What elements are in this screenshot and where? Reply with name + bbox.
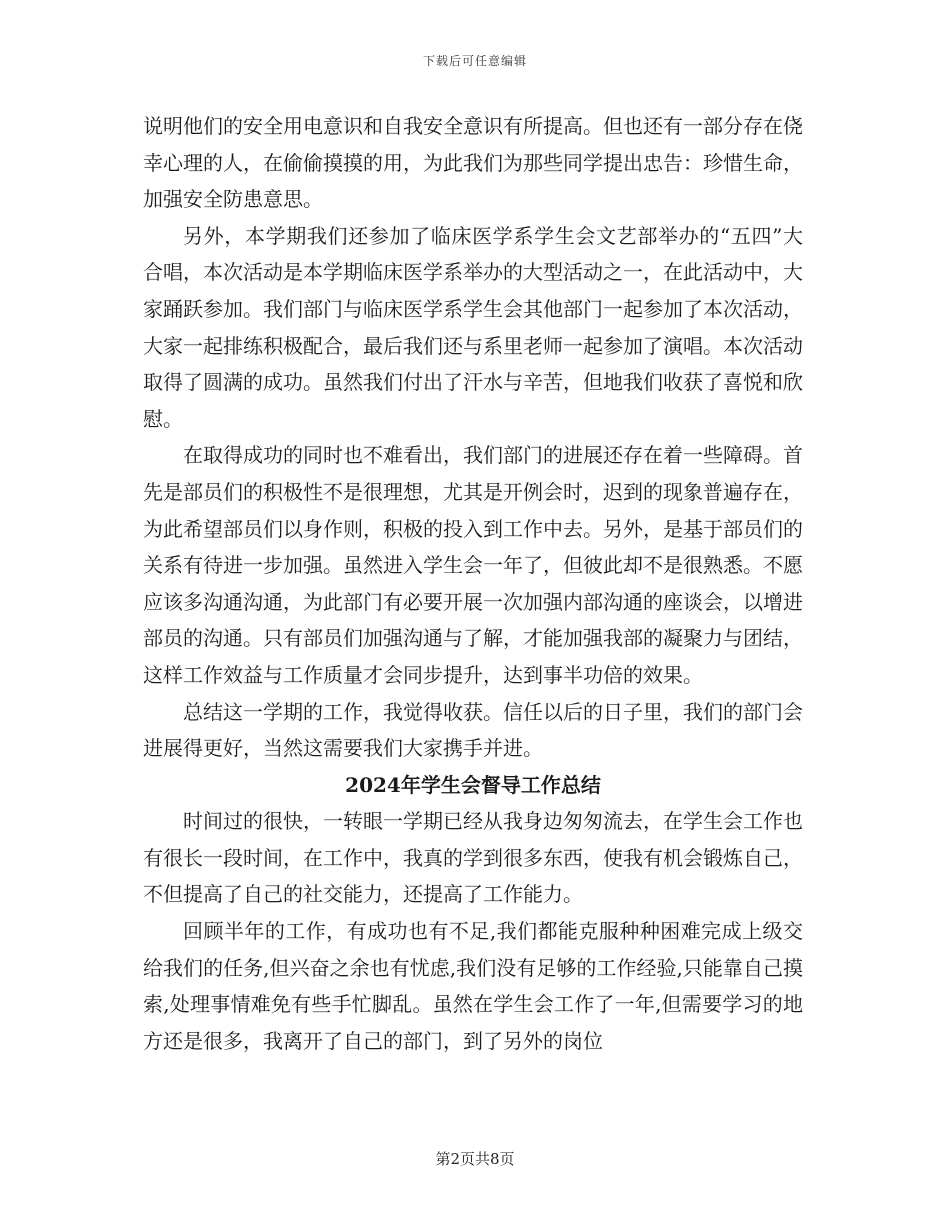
page-footer: 第2页共8页 [435, 1150, 515, 1168]
paragraph-continued: 说明他们的安全用电意识和自我安全意识有所提高。但也还有一部分存在侥幸心理的人，在偷偷摸摸的用，为此我们为那些同学提出忠告：珍惜生命，加强安全防患意思。 [143, 114, 803, 212]
paragraph: 回顾半年的工作，有成功也有不足,我们都能克服种种困难完成上级交给我们的任务,但兴奋之余也有忧虑,我们没有足够的工作经验,只能靠自己摸索,处理事情难免有些手忙脚乱。虽然在学生会工作了一年,但需要学习的地方还是很多，我离开了自己的部门，到了另外的岗位 [143, 919, 803, 1053]
paragraph: 在取得成功的同时也不难看出，我们部门的进展还存在着一些障碍。首先是部员们的积极性不是很理想，尤其是开例会时，迟到的现象普遍存在，为此希望部员们以身作则，积极的投入到工作中去。另外，是基于部员们的关系有待进一步加强。虽然进入学生会一年了，但彼此却不是很熟悉。不愿应该多沟通沟通，为此部门有必要开展一次加强内部沟通的座谈会，以增进部员的沟通。只有部员们加强沟通与了解，才能加强我部的凝聚力与团结，这样工作效益与工作质量才会同步提升，达到事半功倍的效果。 [143, 443, 803, 687]
paragraph: 时间过的很快，一转眼一学期已经从我身边匆匆流去，在学生会工作也有很长一段时间，在工作中，我真的学到很多东西，使我有机会锻炼自己，不但提高了自己的社交能力，还提高了工作能力。 [143, 809, 803, 907]
page-header: 下载后可任意编辑 [422, 54, 527, 68]
paragraph: 另外，本学期我们还参加了临床医学系学生会文艺部举办的“五四”大合唱，本次活动是本学期临床医学系举办的大型活动之一，在此活动中，大家踊跃参加。我们部门与临床医学系学生会其他部门一起参加了本次活动，大家一起排练积极配合，最后我们还与系里老师一起参加了演唱。本次活动取得了圆满的成功。虽然我们付出了汗水与辛苦，但地我们收获了喜悦和欣慰。 [143, 223, 803, 431]
paragraph: 总结这一学期的工作，我觉得收获。信任以后的日子里，我们的部门会进展得更好，当然这需要我们大家携手并进。 [143, 699, 803, 761]
section-title: 2024年学生会督导工作总结 [345, 772, 601, 797]
document-body [143, 108, 803, 1059]
